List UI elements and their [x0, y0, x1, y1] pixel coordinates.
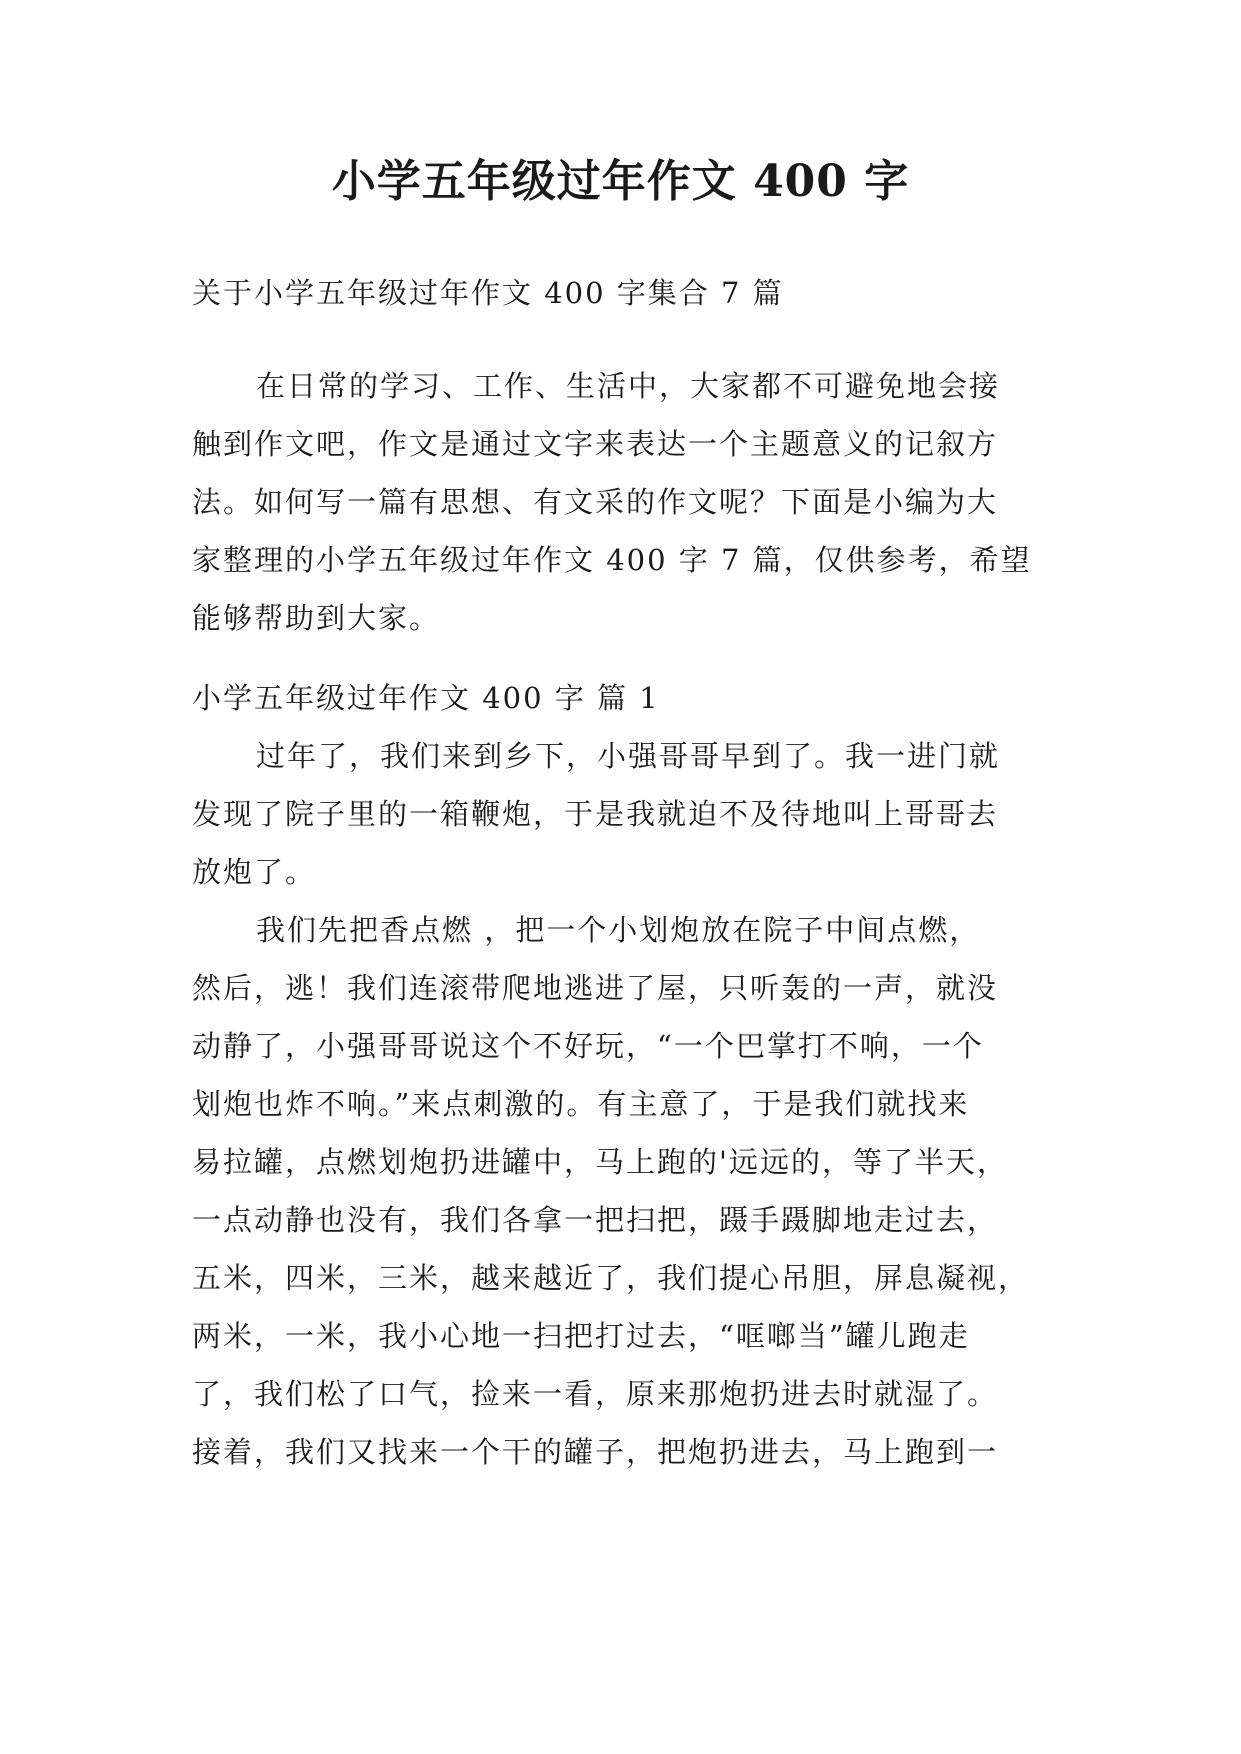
document-title: 小学五年级过年作文 400 字	[331, 156, 910, 207]
paragraph-line: 然后，逃！我们连滚带爬地逃进了屋，只听轰的一声，就没	[192, 971, 999, 1005]
paragraph-line: 易拉罐，点燃划炮扔进罐中，马上跑的'远远的，等了半天，	[192, 1145, 1008, 1179]
paragraph-line: 五米，四米，三米，越来越近了，我们提心吊胆，屏息凝视，	[192, 1261, 1030, 1295]
intro-line: 在日常的学习、工作、生活中，大家都不可避免地会接	[256, 369, 1001, 403]
intro-line: 触到作文吧，作文是通过文字来表达一个主题意义的记叙方	[192, 427, 999, 461]
paragraph-line: 放炮了。	[192, 855, 317, 889]
section-heading: 小学五年级过年作文 400 字 篇 1	[192, 681, 660, 715]
essay-section-1	[192, 669, 1072, 1481]
document-subtitle: 关于小学五年级过年作文 400 字集合 7 篇	[192, 276, 784, 310]
paragraph-line: 过年了，我们来到乡下，小强哥哥早到了。我一进门就	[256, 739, 1001, 773]
intro-line: 能够帮助到大家。	[192, 601, 441, 635]
paragraph-line: 两米，一米，我小心地一扫把打过去，“哐啷当”罐儿跑走	[192, 1319, 970, 1353]
paragraph-line: 了，我们松了口气，捡来一看，原来那炮扔进去时就湿了。	[192, 1377, 999, 1411]
paragraph-line: 一点动静也没有，我们各拿一把扫把，蹑手蹑脚地走过去，	[192, 1203, 999, 1237]
paragraph-line: 发现了院子里的一箱鞭炮，于是我就迫不及待地叫上哥哥去	[192, 797, 999, 831]
paragraph-line: 我们先把香点燃 ，把一个小划炮放在院子中间点燃，	[256, 913, 981, 947]
paragraph-line: 划炮也炸不响。”来点刺激的。有主意了，于是我们就找来	[192, 1087, 970, 1121]
intro-line: 法。如何写一篇有思想、有文采的作文呢？下面是小编为大	[192, 485, 999, 519]
intro-paragraph	[192, 357, 1072, 647]
intro-line: 家整理的小学五年级过年作文 400 字 7 篇，仅供参考，希望	[192, 543, 1032, 577]
document-subtitle-block	[192, 264, 1072, 322]
paragraph-line: 动静了，小强哥哥说这个不好玩，“一个巴掌打不响，一个	[192, 1029, 984, 1063]
paragraph-line: 接着，我们又找来一个干的罐子，把炮扔进去，马上跑到一	[192, 1435, 999, 1469]
